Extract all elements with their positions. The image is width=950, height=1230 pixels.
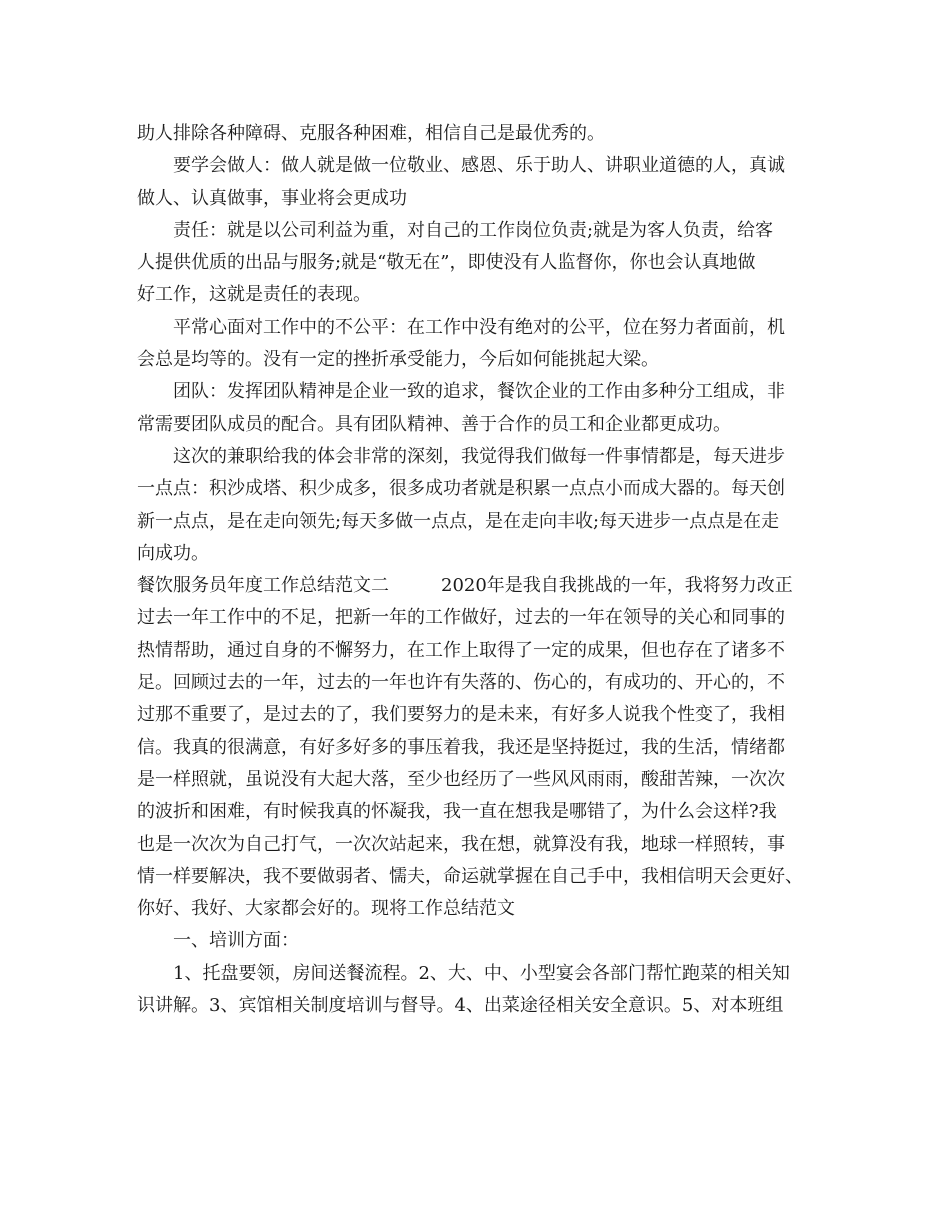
text-line: 会总是均等的。没有一定的挫折承受能力，今后如何能挑起大梁。 xyxy=(137,349,659,371)
text-line: 是一样照就，虽说没有大起大落，至少也经历了一些风风雨雨，酸甜苦辣，一次次 xyxy=(137,768,785,790)
text-line: 助人排除各种障碍、克服各种困难，相信自己是最优秀的。 xyxy=(137,123,605,144)
text-line: 新一点点，是在走向领先;每天多做一点点，是在走向丰收;每天进步一点点是在走 xyxy=(137,510,780,532)
text-line: 一点点：积沙成塔、积少成多，很多成功者就是积累一点点小而成大器的。每天创 xyxy=(137,478,785,500)
text-line: 责任：就是以公司利益为重，对自己的工作岗位负责;就是为客人负责，给客 xyxy=(173,219,774,241)
text-line: 过那不重要了，是过去的了，我们要努力的是未来，有好多人说我个性变了，我相 xyxy=(137,704,785,726)
section-first-text: 2020年是我自我挑战的一年，我将努力改正 xyxy=(441,575,793,597)
text-line: 团队：发挥团队精神是企业一致的追求，餐饮企业的工作由多种分工组成，非 xyxy=(173,381,785,403)
section-title: 餐饮服务员年度工作总结范文二 xyxy=(137,575,389,597)
text-line: 信。我真的很满意，有好多好多的事压着我，我还是坚持挺过，我的生活，情绪都 xyxy=(137,736,785,758)
text-line: 的波折和困难，有时候我真的怀凝我，我一直在想我是哪错了，为什么会这样?我 xyxy=(137,801,777,823)
text-line: 做人、认真做事，事业将会更成功 xyxy=(137,187,407,209)
text-line: 情一样要解决，我不要做弱者、懦夫，命运就掌握在自己手中，我相信明天会更好、 xyxy=(137,865,803,887)
text-line: 1、托盘要领，房间送餐流程。2、大、中、小型宴会各部门帮忙跑菜的相关知 xyxy=(173,962,790,984)
text-line: 人提供优质的出品与服务;就是“敬无在”，即使没有人监督你，你也会认真地做 xyxy=(137,252,756,274)
text-line: 热情帮助，通过自身的不懈努力，在工作上取得了一定的成果，但也存在了诸多不 xyxy=(137,639,785,661)
text-line: 这次的兼职给我的体会非常的深刻，我觉得我们做每一件事情都是，每天进步 xyxy=(173,445,785,467)
text-line: 要学会做人：做人就是做一位敬业、感恩、乐于助人、讲职业道德的人，真诚 xyxy=(173,155,785,177)
paragraph-block-1 xyxy=(137,118,827,570)
text-line: 足。回顾过去的一年，过去的一年也许有失落的、伤心的，有成功的、开心的，不 xyxy=(137,672,785,694)
text-line: 向成功。 xyxy=(137,542,209,564)
text-line: 识讲解。3、宾馆相关制度培训与督导。4、出菜途径相关安全意识。5、对本班组 xyxy=(137,995,784,1017)
text-line: 一、培训方面： xyxy=(173,930,299,952)
paragraph-block-2 xyxy=(137,602,827,1022)
text-line: 常需要团队成员的配合。具有团队精神、善于合作的员工和企业都更成功。 xyxy=(137,413,731,435)
text-line: 你好、我好、大家都会好的。现将工作总结范文 xyxy=(137,898,515,920)
section-heading-line xyxy=(137,570,827,602)
text-line: 过去一年工作中的不足，把新一年的工作做好，过去的一年在领导的关心和同事的 xyxy=(137,607,785,629)
text-line: 好工作，这就是责任的表现。 xyxy=(137,284,371,306)
text-line: 平常心面对工作中的不公平：在工作中没有绝对的公平，位在努力者面前，机 xyxy=(173,316,785,338)
text-line: 也是一次次为自己打气，一次次站起来，我在想，就算没有我，地球一样照转，事 xyxy=(137,833,785,855)
document-page xyxy=(137,118,827,1022)
